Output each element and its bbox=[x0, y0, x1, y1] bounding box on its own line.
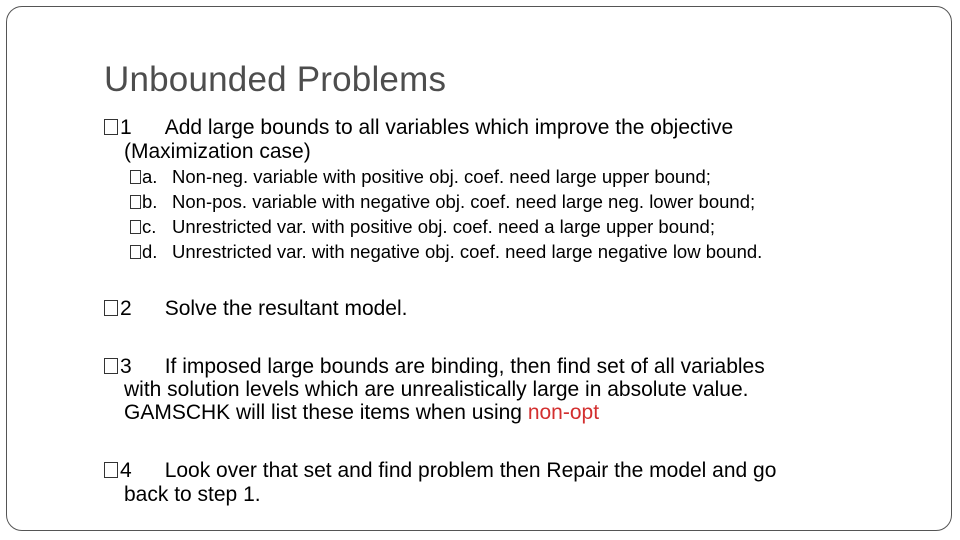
step-1-subitem-c bbox=[130, 215, 715, 239]
step-text: If imposed large bounds are binding, then find set of all variables bbox=[164, 355, 765, 378]
subitem-marker: d. bbox=[142, 241, 158, 262]
step-3-line-3 bbox=[124, 401, 599, 425]
step-1-subitem-d bbox=[130, 240, 762, 264]
bullet-box-icon bbox=[104, 119, 118, 135]
step-2-line-1 bbox=[104, 297, 408, 321]
subitem-text: Non-pos. variable with negative obj. coef. need large neg. lower bound; bbox=[172, 191, 756, 212]
step-3-line-2: with solution levels which are unrealistically large in absolute value. bbox=[124, 378, 749, 401]
step-3-line-1 bbox=[104, 355, 765, 379]
step-1-line-2: (Maximization case) bbox=[124, 140, 311, 163]
bullet-box-icon bbox=[104, 300, 118, 316]
subitem-text: Unrestricted var. with positive obj. coef. need a large upper bound; bbox=[172, 216, 715, 237]
step-number: 3 bbox=[120, 355, 132, 378]
subitem-text: Non-neg. variable with positive obj. coef. need large upper bound; bbox=[172, 166, 711, 187]
step-1-subitem-b bbox=[130, 190, 755, 214]
bullet-box-icon bbox=[104, 462, 118, 478]
subitem-marker: c. bbox=[142, 216, 157, 237]
bullet-box-icon bbox=[130, 245, 141, 259]
bullet-box-icon bbox=[130, 220, 141, 234]
bullet-box-icon bbox=[104, 358, 118, 374]
step-4-line-1 bbox=[104, 459, 776, 483]
subitem-marker: b. bbox=[142, 191, 158, 212]
step-1-subitem-a bbox=[130, 165, 711, 189]
slide-title: Unbounded Problems bbox=[104, 60, 447, 99]
step-number: 2 bbox=[120, 297, 132, 320]
step-4-line-2: back to step 1. bbox=[124, 483, 261, 506]
step-1-line-1 bbox=[104, 116, 733, 140]
step-number: 1 bbox=[120, 116, 132, 139]
subitem-text: Unrestricted var. with negative obj. coef. need large negative low bound. bbox=[172, 241, 763, 262]
step-text: Look over that set and find problem then Repair the model and go bbox=[164, 459, 777, 482]
step-text: Solve the resultant model. bbox=[164, 297, 408, 320]
non-opt-highlight: non-opt bbox=[527, 401, 600, 424]
step-text: GAMSCHK will list these items when using bbox=[124, 401, 528, 424]
subitem-marker: a. bbox=[142, 166, 158, 187]
step-number: 4 bbox=[120, 459, 132, 482]
bullet-box-icon bbox=[130, 170, 141, 184]
step-text: Add large bounds to all variables which improve the objective bbox=[164, 116, 734, 139]
bullet-box-icon bbox=[130, 195, 141, 209]
